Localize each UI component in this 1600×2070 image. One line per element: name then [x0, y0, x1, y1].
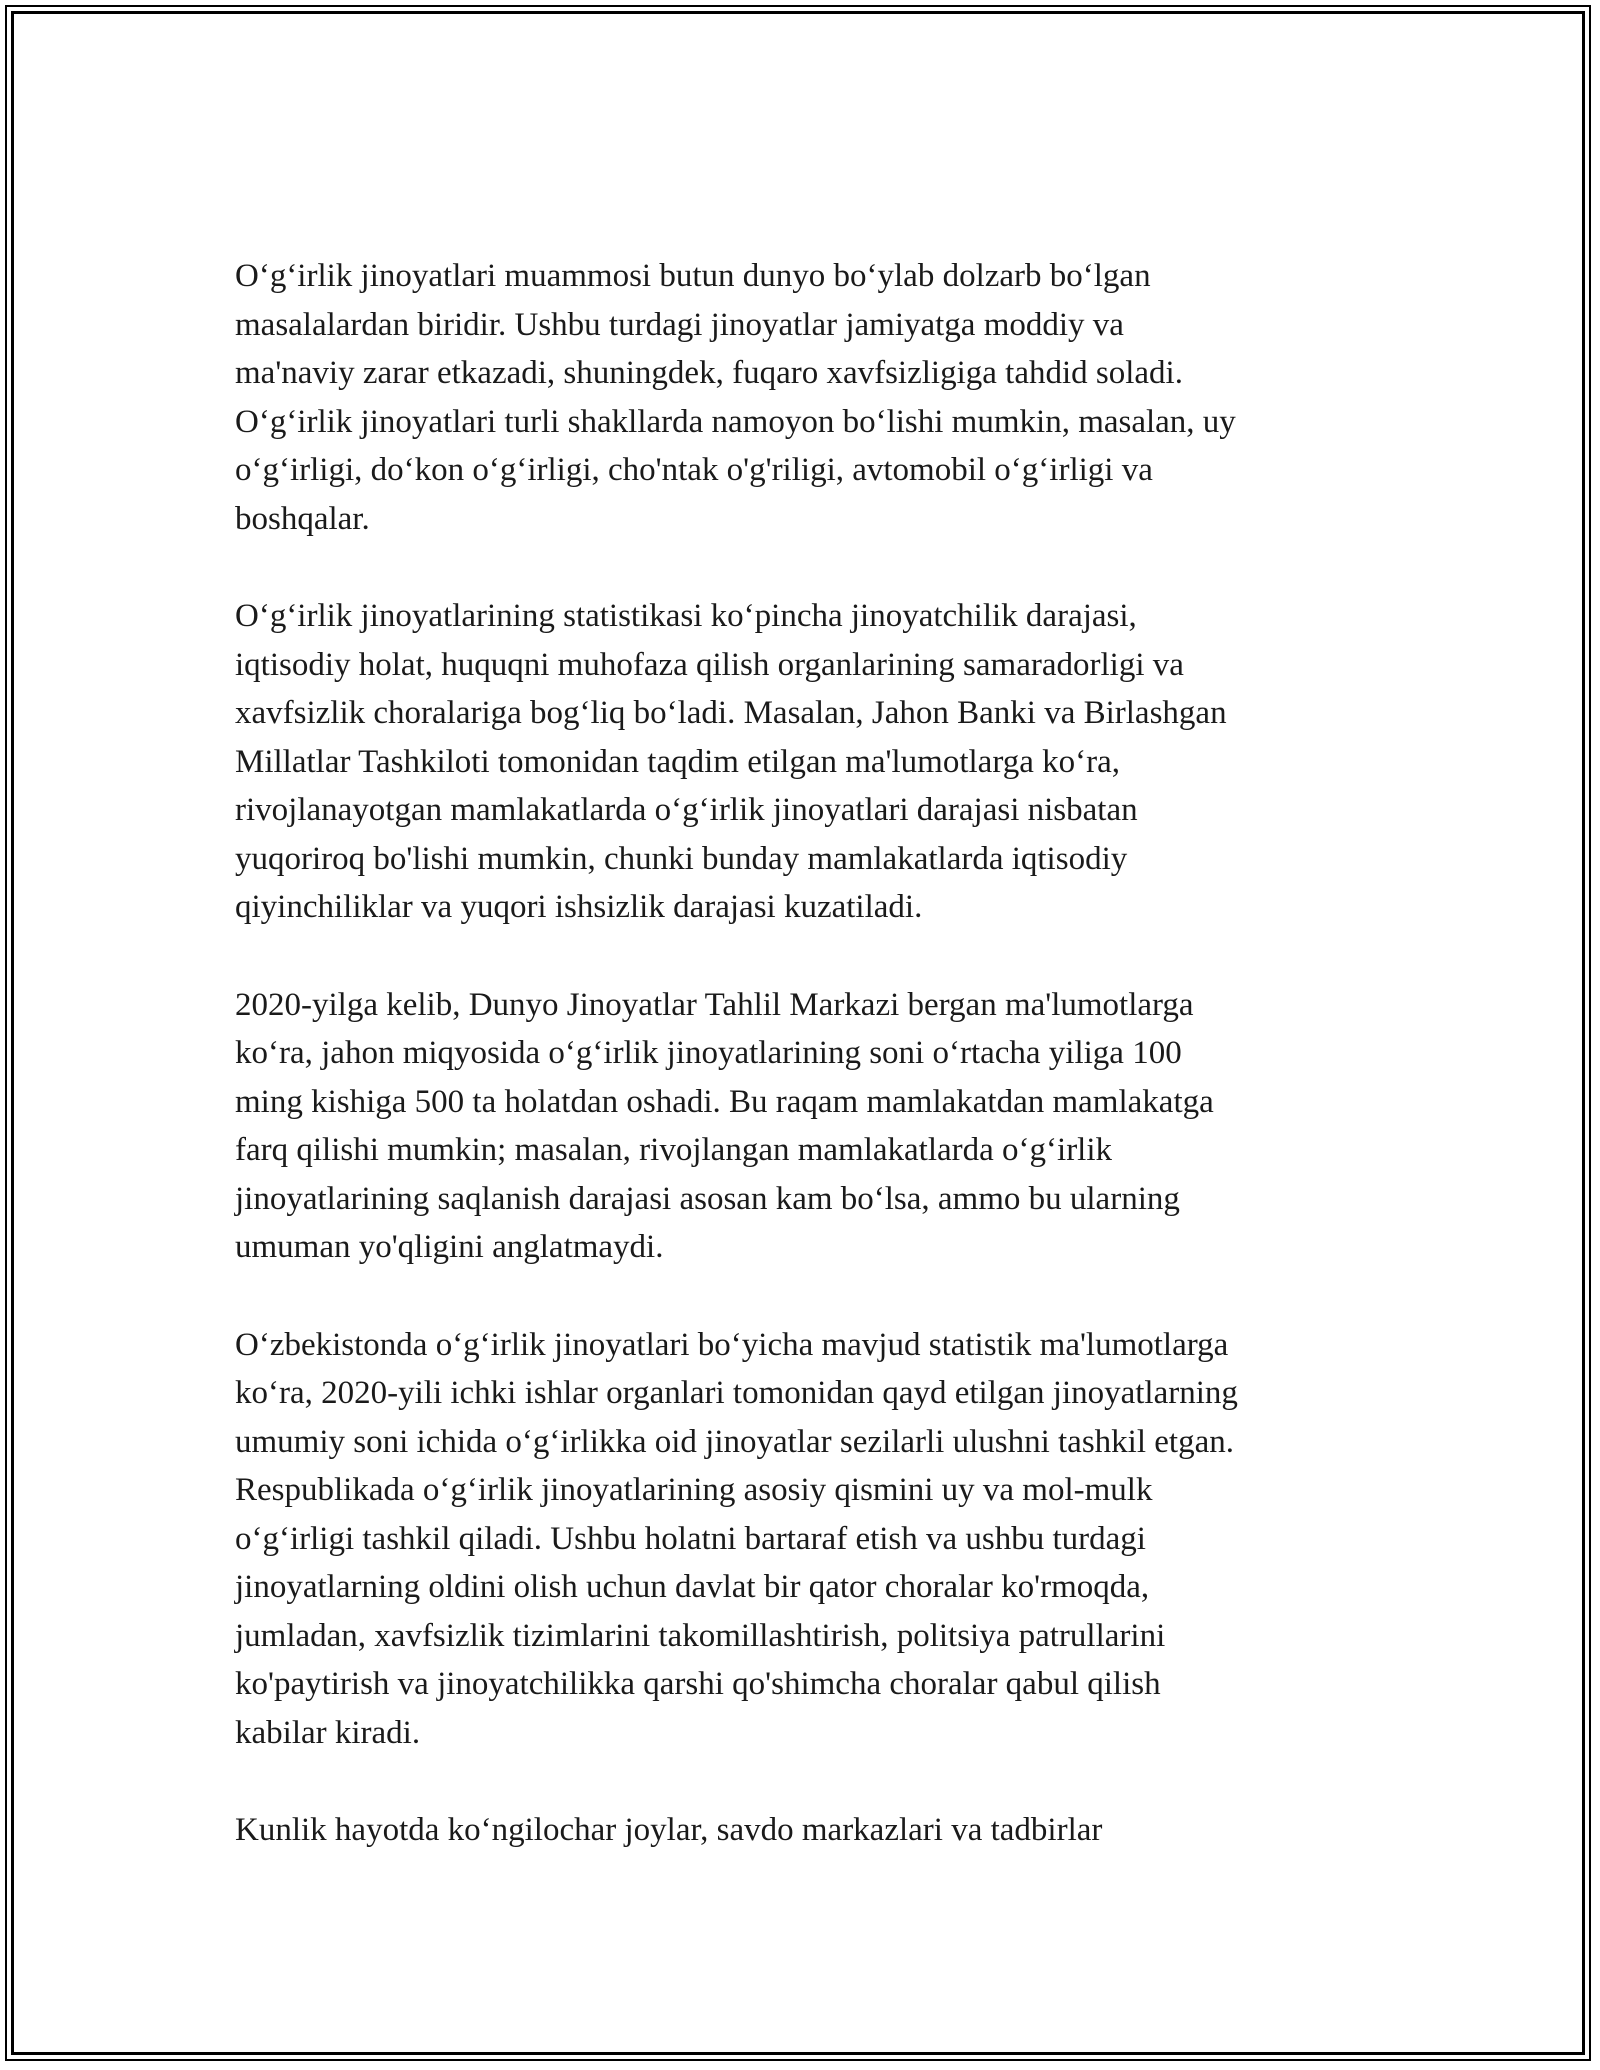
paragraph-3: 2020-yilga kelib, Dunyo Jinoyatlar Tahlil Markazi bergan ma'lumotlarga ko‘ra, jahon miqyosida o‘g‘irlik jinoyatlarining soni o‘rtacha yiliga 100 ming kishiga 500 ta holatdan oshadi. Bu raqam mamlakatdan mamlakatga farq qilishi mumkin; masalan, rivojlangan mamlakatlarda o‘g‘irlik jinoyatlarining saqlanish darajasi asosan kam bo‘lsa, ammo bu ularning umuman yo'qligini anglatmaydi. [235, 986, 1214, 1265]
paragraph-4: O‘zbekistonda o‘g‘irlik jinoyatlari bo‘yicha mavjud statistik ma'lumotlarga ko‘ra, 2020-yili ichki ishlar organlari tomonidan qayd etilgan jinoyatlarning umumiy soni ichida o‘g‘irlikka oid jinoyatlar sezilarli ulushni tashkil etgan. Respublikada o‘g‘irlik jinoyatlarining asosiy qismini uy va mol-mulk o‘g‘irligi tashkil qiladi. Ushbu holatni bartaraf etish va ushbu turdagi jinoyatlarning oldini olish uchun davlat bir qator choralar ko'rmoqda, jumladan, xavfsizlik tizimlarini takomillashtirish, politsiya patrullarini ko'paytirish va jinoyatchilikka qarshi qo'shimcha choralar qabul qilish kabilar kiradi. [235, 1326, 1238, 1751]
paragraph-1: O‘g‘irlik jinoyatlari muammosi butun dunyo bo‘ylab dolzarb bo‘lgan masalalardan biridir. Ushbu turdagi jinoyatlar jamiyatga moddiy va ma'naviy zarar etkazadi, shuningdek, fuqaro xavfsizligiga tahdid soladi. O‘g‘irlik jinoyatlari turli shakllarda namoyon bo‘lishi mumkin, masalan, uy o‘g‘irligi, do‘kon o‘g‘irligi, cho'ntak o'g'riligi, avtomobil o‘g‘irligi va boshqalar. [235, 258, 1236, 537]
document-body [235, 252, 1365, 1904]
paragraph-5: Kunlik hayotda ko‘ngilochar joylar, savdo markazlari va tadbirlar [235, 1812, 1103, 1848]
paragraph-2: O‘g‘irlik jinoyatlarining statistikasi ko‘pincha jinoyatchilik darajasi, iqtisodiy holat, huquqni muhofaza qilish organlarining samaradorligi va xavfsizlik choralariga bog‘liq bo‘ladi. Masalan, Jahon Banki va Birlashgan Millatlar Tashkiloti tomonidan taqdim etilgan ma'lumotlarga ko‘ra, rivojlanayotgan mamlakatlarda o‘g‘irlik jinoyatlari darajasi nisbatan yuqoriroq bo'lishi mumkin, chunki bunday mamlakatlarda iqtisodiy qiyinchiliklar va yuqori ishsizlik darajasi kuzatiladi. [235, 598, 1227, 925]
